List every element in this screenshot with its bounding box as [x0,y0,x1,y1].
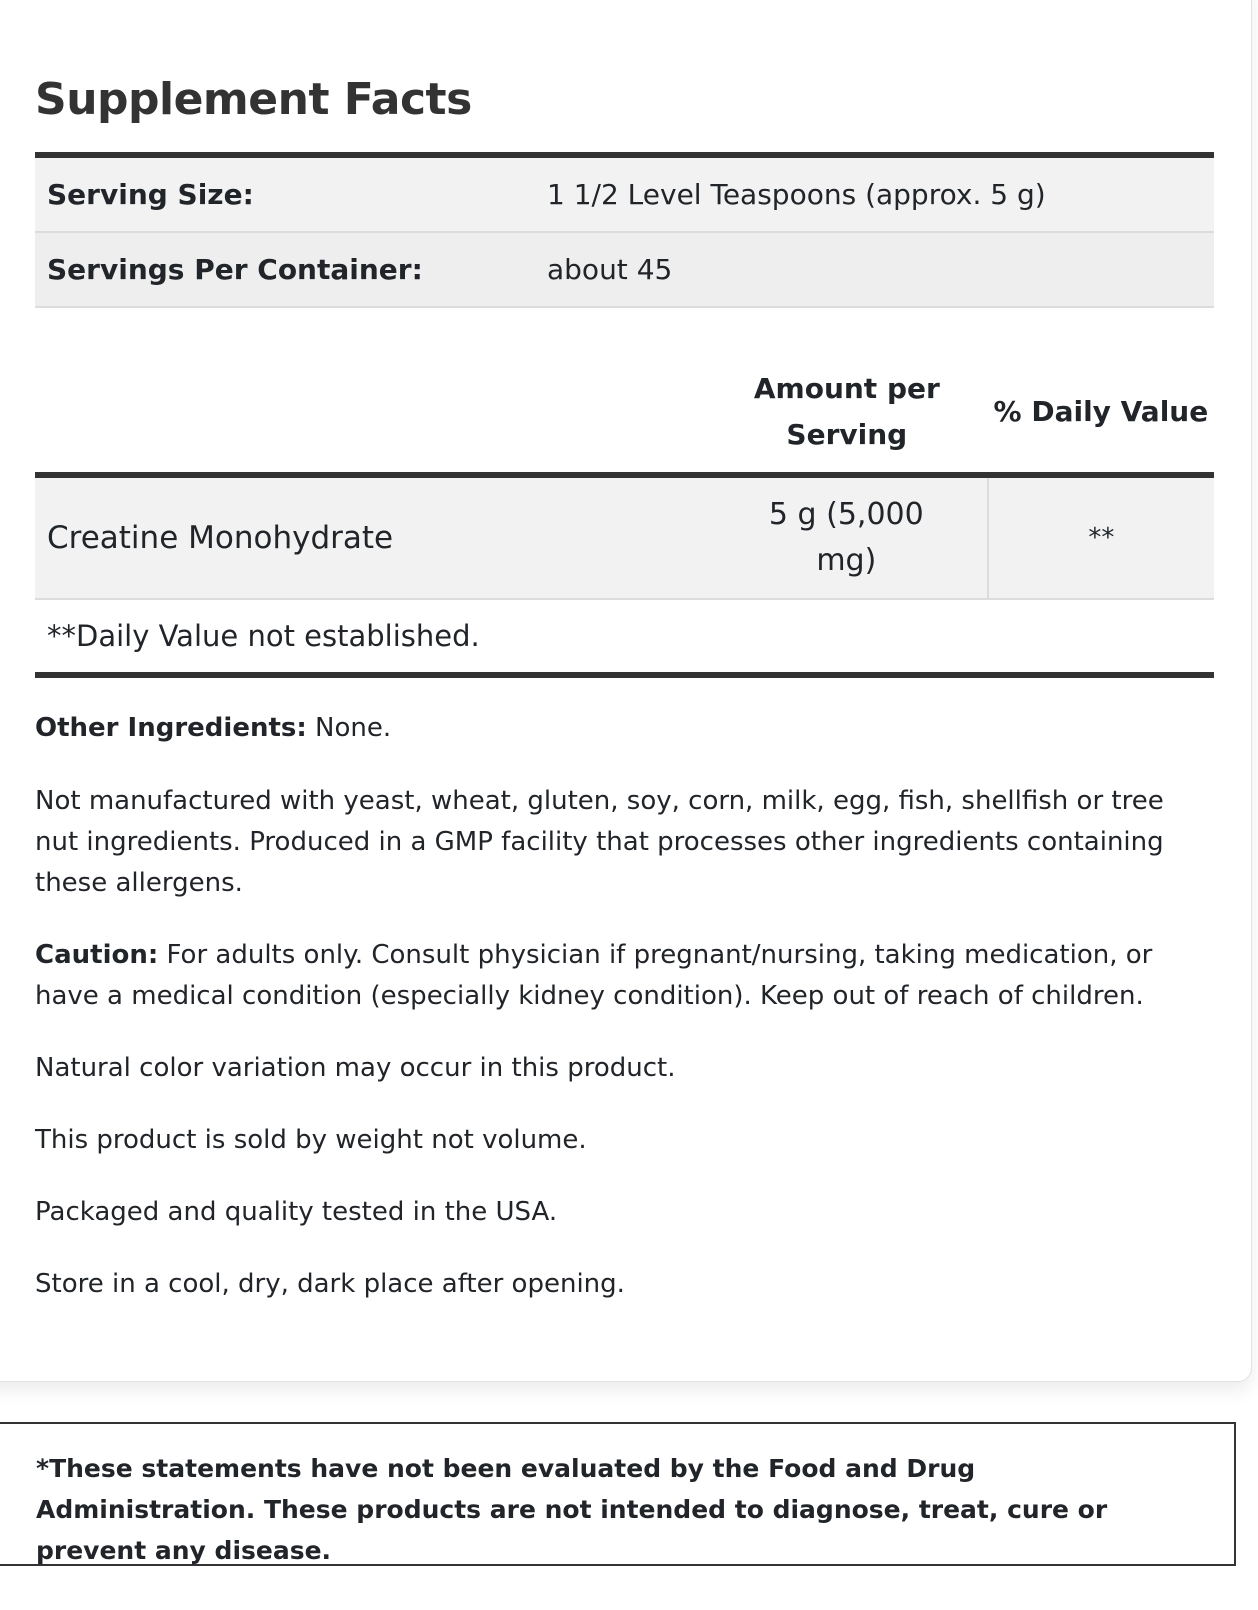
serving-size-label: Serving Size: [35,155,535,232]
nutrient-name: Creatine Monohydrate [35,475,706,599]
caution-label: Caution: [35,940,159,970]
serving-size-row [35,155,1214,232]
other-ingredients-text: None. [306,713,392,743]
nutrient-table [35,352,1214,678]
caution-text: For adults only. Consult physician if pregnant/nursing, taking medication, or have a medical condition (especially kidney condition). Keep out of reach of children. [35,940,1153,1011]
serving-size-value: 1 1/2 Level Teaspoons (approx. 5 g) [535,155,1214,232]
note-packaged-usa: Packaged and quality tested in the USA. [35,1197,558,1227]
fda-disclaimer-text: *These statements have not been evaluated by the Food and Drug Administration. These products are not intended to diagnose, treat, cure or prevent any disease. [36,1454,1108,1565]
nutrient-amount: 5 g (5,000 mg) [706,475,988,599]
other-ingredients-label: Other Ingredients: [35,713,307,743]
caution-statement [35,935,1214,1017]
header-amount-per-serving: Amount per Serving [706,352,988,475]
servings-per-container-value: about 45 [535,232,1214,307]
other-ingredients [35,708,1214,749]
page-title: Supplement Facts [35,74,472,125]
servings-per-container-row [35,232,1214,307]
nutrient-table-header [35,352,1214,475]
allergen-statement: Not manufactured with yeast, wheat, gluten, soy, corn, milk, egg, fish, shellfish or tree nut ingredients. Produced in a GMP facility that processes other ingredients containing these allergens. [35,786,1164,898]
fda-disclaimer-box [0,1422,1236,1566]
daily-value-footnote: **Daily Value not established. [35,599,1214,675]
note-color-variation: Natural color variation may occur in this product. [35,1053,676,1083]
footnote-row [35,599,1214,675]
note-sold-by-weight: This product is sold by weight not volume. [35,1125,587,1155]
serving-info-table [35,152,1214,308]
nutrient-daily-value: ** [988,475,1214,599]
header-daily-value: % Daily Value [988,352,1214,475]
header-name [35,352,706,475]
servings-per-container-label: Servings Per Container: [35,232,535,307]
note-storage: Store in a cool, dry, dark place after opening. [35,1269,625,1299]
table-row [35,475,1214,599]
